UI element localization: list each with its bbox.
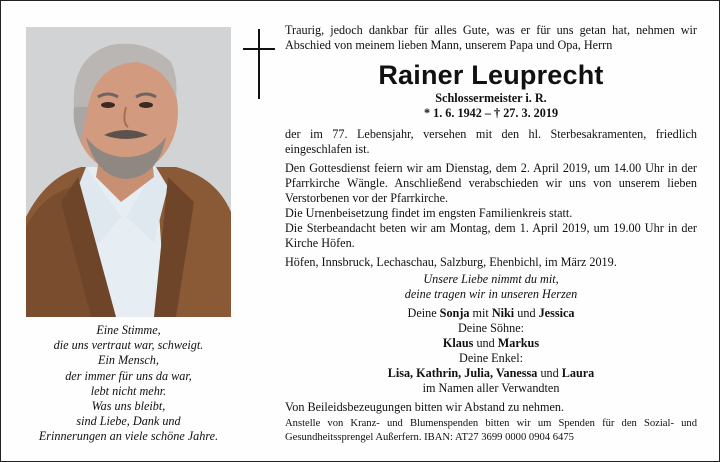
poem-line: Ein Mensch, — [98, 353, 159, 368]
text: mit — [469, 306, 492, 320]
text: und — [537, 366, 562, 380]
text: und — [514, 306, 539, 320]
portrait-photo — [26, 27, 231, 317]
obituary-text — [285, 23, 697, 445]
family-grandchildren — [285, 366, 697, 381]
family-sons — [285, 336, 697, 351]
family-name: Laura — [561, 366, 595, 380]
motto-line: deine tragen wir in unseren Herzen — [404, 287, 578, 301]
poem-line: Erinnerungen an viele schöne Jahre. — [38, 429, 219, 444]
text: und — [473, 336, 498, 350]
family-name: Jessica — [538, 306, 575, 320]
prayer-service: Die Sterbeandacht beten wir am Montag, dem 1. April 2019, um 19.00 Uhr in der Kirche Höfen. — [285, 221, 697, 250]
intro-text: Traurig, jedoch dankbar für alles Gute, was er für uns getan hat, nehmen wir Abschied von meinem lieben Mann, unserem Papa und Opa, Herrn — [285, 23, 697, 52]
poem-line: sind Liebe, Dank und — [76, 414, 181, 429]
deceased-name: Rainer Leuprecht — [378, 60, 604, 90]
motto-line: Unsere Liebe nimmt du mit, — [423, 272, 559, 286]
sons-label: Deine Söhne: — [457, 321, 524, 335]
urn-burial: Die Urnenbeisetzung findet im engsten Familienkreis statt. — [285, 206, 573, 220]
family-name: Klaus — [442, 336, 474, 350]
family-name: Markus — [497, 336, 540, 350]
poem-line: der immer für uns da war, — [65, 368, 192, 383]
family-name: Lisa, Kathrin, Julia, Vanessa — [387, 366, 538, 380]
place-date: Höfen, Innsbruck, Lechaschau, Salzburg, Ehenbichl, im März 2019. — [285, 255, 617, 269]
text: Deine — [407, 306, 440, 320]
family-spouse — [285, 306, 697, 321]
family-name: Sonja — [439, 306, 470, 320]
grandchildren-label: Deine Enkel: — [459, 351, 523, 365]
cross-icon — [243, 29, 275, 99]
family-name: Niki — [491, 306, 515, 320]
memorial-poem — [26, 323, 231, 445]
death-text: der im 77. Lebensjahr, versehen mit den hl. Sterbesakramenten, friedlich eingeschlafen ist. — [285, 127, 697, 156]
poem-line: die uns vertraut war, schweigt. — [53, 338, 204, 353]
poem-line: Eine Stimme, — [96, 323, 161, 337]
profession: Schlossermeister i. R. — [435, 91, 547, 105]
poem-line: lebt nicht mehr. — [90, 383, 167, 398]
funeral-service: Den Gottesdienst feiern wir am Dienstag, dem 2. April 2019, um 14.00 Uhr in der Pfarrkirche Wängle. Anschließend verabschieden wir uns von unserem lieben Verstorbenen vor der Pfarrkirche. — [285, 161, 697, 205]
condolence-note: Von Beileidsbezeugungen bitten wir Abstand zu nehmen. — [285, 400, 565, 414]
donation-note: Anstelle von Kranz- und Blumenspenden bitten wir um Spenden für den Sozial- und Gesundheitssprengel Außerfern. IBAN: AT27 3699 0000 0904 6475 — [285, 418, 697, 443]
relatives-line: im Namen aller Verwandten — [422, 381, 560, 395]
life-dates: * 1. 6. 1942 – † 27. 3. 2019 — [423, 106, 559, 120]
poem-line: Was uns bleibt, — [91, 399, 166, 414]
